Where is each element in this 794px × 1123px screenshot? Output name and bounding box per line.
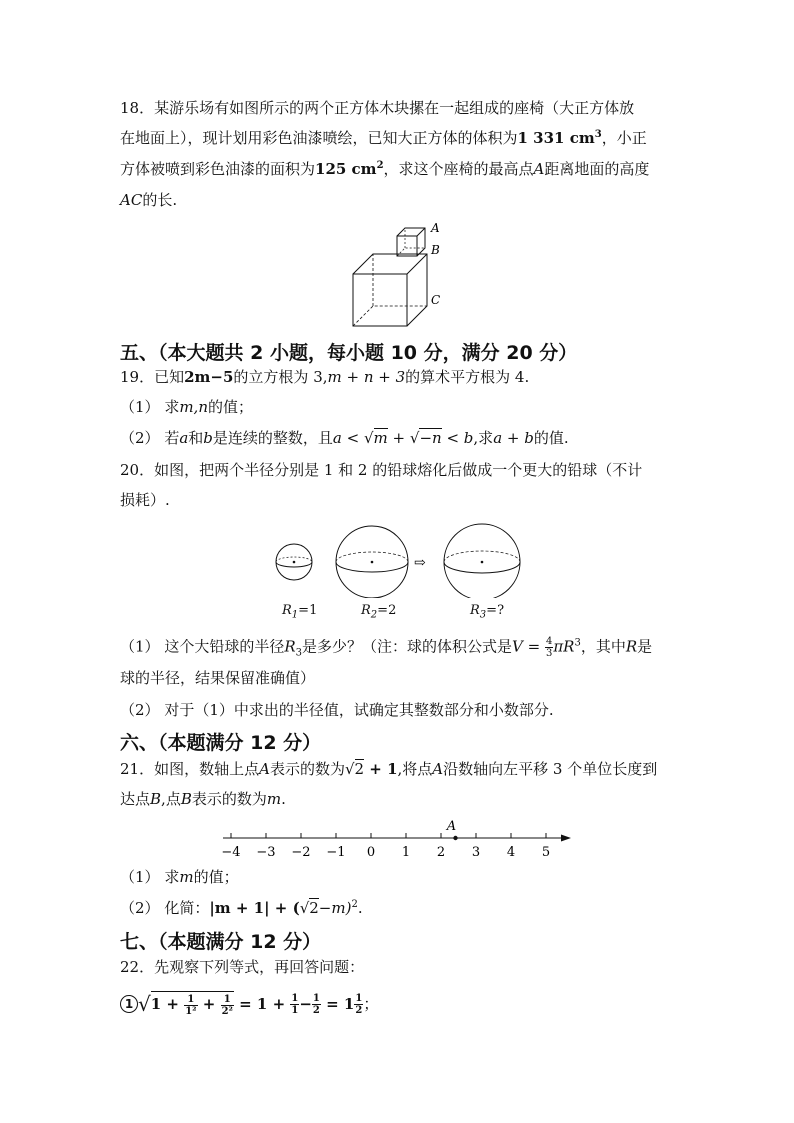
q21-line-1: 21．如图，数轴上点A表示的数为√2 + 1,将点A沿数轴向左平移 3 个单位长度到 — [120, 760, 658, 778]
q21-sqrt: 2 — [354, 760, 365, 778]
number-line-tick-label: 3 — [471, 845, 481, 860]
q22-rhs: = 1 + — [233, 995, 291, 1013]
q19-text: 的值； — [207, 398, 253, 416]
large-cube-hidden-edges — [353, 306, 427, 326]
part-number: （1） — [120, 637, 160, 656]
q21-var: B — [150, 790, 162, 808]
q22-fraction: $\frac{1}{1}$ — [291, 992, 299, 1016]
q22-fraction: $\frac{1}{2}$ — [312, 992, 320, 1016]
q21-var: B — [180, 790, 192, 808]
q21-text: 沿数轴向左平移 3 个单位长度到 — [443, 760, 658, 778]
part-number: （2） — [120, 899, 160, 917]
q21-line-2 — [120, 789, 286, 809]
q19-text: 19．已知 — [120, 368, 185, 386]
q18-line-1: 18．某游乐场有如图所示的两个正方体木块摞在一起组成的座椅（大正方体放 — [120, 99, 635, 117]
q20-var: R — [625, 637, 638, 656]
q18-text: 距离地面的高度 — [544, 160, 650, 178]
q19-inequality: < b — [441, 429, 474, 447]
part-number: （2） — [120, 429, 160, 447]
q18-volume-exp: 3 — [594, 129, 602, 140]
q19-text: 的立方根为 3, — [233, 368, 328, 386]
q20-fraction: $\frac{4}{3}$ — [545, 636, 553, 659]
q19-var-b: b — [203, 429, 213, 447]
sphere-3-equator — [444, 562, 520, 573]
q21-part-2: （2） 化简：$|m + 1| + (√2-m)^2$. — [120, 899, 363, 917]
sphere-1-center — [293, 561, 296, 564]
q21-text: 表示的数为 — [191, 790, 267, 808]
spheres-figure — [268, 520, 528, 598]
number-line-tick-label: 1 — [401, 845, 411, 860]
q21-sqrt: 2 — [309, 899, 319, 917]
q19-text: ,求 — [473, 429, 494, 447]
q22-equation-1: 1 √1 + $\frac{1}{\text{1²}}$ + $\frac{1}{\text{2²}}$ = 1 + $\frac{1}{1}$ − $\frac{1}{2}$ = 1 $\frac{1}{2}$ ； — [120, 990, 378, 1017]
equation-number: 1 — [120, 995, 138, 1013]
q21-text: 21．如图，数轴上点 — [120, 760, 260, 778]
q20-part-2 — [120, 700, 554, 720]
part-number: （1） — [120, 868, 160, 886]
q22-line-1: 22．先观察下列等式，再回答问题： — [120, 958, 365, 976]
section-6-title: 六、（本题满分 12 分） — [120, 732, 322, 754]
q21-var: m — [266, 790, 282, 808]
q20-var: R — [284, 637, 296, 656]
q18-text: 的长. — [142, 191, 178, 209]
q19-inequality: a < — [332, 429, 364, 447]
q22-text: ； — [363, 995, 379, 1013]
q18-var: AC — [120, 191, 143, 209]
q21-var: A — [432, 760, 444, 778]
q18-text: 在地面上），现计划用彩色油漆喷绘，已知大正方体的体积为 — [120, 129, 518, 147]
point-a-label: A — [446, 819, 457, 834]
q19-text: 的值. — [533, 429, 569, 447]
q19-sqrt-m: m — [373, 429, 388, 447]
q21-text: 的值； — [193, 868, 239, 886]
number-line-tick-label: 2 — [436, 845, 446, 860]
number-line-tick-label: 5 — [541, 845, 551, 860]
q20-formula: V = — [512, 637, 545, 656]
section-7-title: 七、（本题满分 12 分） — [120, 931, 322, 953]
q21-text: ,将点 — [397, 760, 433, 778]
q18-text: ，求这个座椅的最高点 — [383, 160, 534, 178]
q21-text: 化简： — [159, 899, 210, 917]
q18-area: 125 cm — [315, 160, 377, 178]
q19-expr-1: 2m−5 — [184, 368, 234, 386]
number-line-tick-label: 4 — [506, 845, 516, 860]
q19-text: 若 — [159, 429, 180, 447]
q21-part-1 — [120, 867, 239, 887]
number-line-tick-label: −4 — [221, 845, 241, 860]
q20-part-1-line-2: 球的半径，结果保留准确值） — [120, 669, 316, 687]
q18-var: A — [533, 160, 545, 178]
q19-part-1 — [120, 397, 253, 417]
q19-sqrt-neg-n: −n — [419, 429, 442, 447]
stacked-cubes-figure — [345, 220, 455, 330]
large-cube-top-edge — [407, 254, 427, 274]
sphere-3-center — [481, 561, 484, 564]
q18-text: 方体被喷到彩色油漆的面积为 — [120, 160, 316, 178]
q20-formula-exp: 3 — [574, 637, 581, 649]
q19-text: 求 — [159, 398, 180, 416]
q22-minus: − — [299, 995, 312, 1013]
q19-text: 和 — [188, 429, 204, 447]
q20-text: ，其中 — [580, 637, 626, 656]
label-b: B — [431, 243, 440, 257]
q18-area-exp: 2 — [376, 160, 384, 171]
sphere-2-equator — [336, 562, 408, 572]
q20-text: 是 — [637, 637, 653, 656]
sphere-2-equator-hidden — [336, 552, 408, 562]
q19-vars: m,n — [179, 398, 208, 416]
q20-var-sub: 3 — [295, 647, 302, 659]
q18-line-3 — [120, 159, 649, 179]
part-number: （1） — [120, 398, 160, 416]
q18-line-4 — [120, 190, 177, 210]
q21-expr: |m + 1| + ( — [209, 899, 300, 917]
sphere-2-radius-label: $R_2=2$ — [361, 603, 397, 621]
label-a: A — [431, 221, 440, 235]
q21-var: m — [179, 868, 194, 886]
number-line-arrow — [561, 835, 571, 842]
number-line-tick-label: −1 — [326, 845, 346, 860]
q20-formula: πR — [553, 637, 575, 656]
q21-text: ,点 — [161, 790, 181, 808]
sphere-1-radius-label: $R_1=1$ — [282, 603, 318, 621]
number-line — [215, 818, 580, 860]
sphere-3-equator-hidden — [444, 551, 520, 562]
q21-var: A — [259, 760, 270, 778]
arrow-icon: ⇨ — [414, 555, 426, 571]
q21-text: 表示的数为 — [269, 760, 345, 778]
q21-expr: + 1 — [364, 760, 398, 778]
point-a — [453, 836, 457, 840]
q21-text: . — [357, 899, 363, 917]
q19-var-a: a — [179, 429, 189, 447]
q21-text: . — [281, 790, 286, 808]
sphere-2-center — [371, 561, 374, 564]
q20-part-1 — [120, 636, 652, 659]
q21-text: 达点 — [120, 790, 151, 808]
number-line-tick-label: −3 — [256, 845, 276, 860]
q19-part-2: （2） 若a和b是连续的整数，且a < √m + √−n < b,求a + b的值. — [120, 429, 569, 447]
q18-text: ，小正 — [601, 129, 647, 147]
q20-text: 对于（1）中求出的半径值，试确定其整数部分和小数部分. — [159, 701, 554, 719]
q20-line-2: 损耗）. — [120, 491, 170, 509]
q19-text: 的算术平方根为 4. — [405, 368, 530, 386]
q22-fraction: $\frac{1}{2}$ — [355, 992, 363, 1016]
q19-expr-2: m + n + 3 — [327, 368, 406, 386]
part-number: （2） — [120, 701, 160, 719]
q19-plus: + — [387, 429, 410, 447]
q19-sum: a + b — [493, 429, 534, 447]
q20-line-1: 20．如图，把两个半径分别是 1 和 2 的铅球熔化后做成一个更大的铅球（不计 — [120, 461, 643, 479]
q19-text: 是连续的整数，且 — [212, 429, 333, 447]
number-line-tick-label: −2 — [291, 845, 311, 860]
q20-text: 是多少？（注：球的体积公式是 — [302, 637, 513, 656]
q21-text: 求 — [159, 868, 180, 886]
small-cube-top-edge — [417, 228, 425, 236]
q21-exp: 2 — [351, 899, 358, 910]
q19-line-1 — [120, 367, 529, 387]
section-5-title: 五、（本大题共 2 小题，每小题 10 分，满分 20 分） — [120, 342, 578, 364]
q20-text: 这个大铅球的半径 — [159, 637, 285, 656]
q22-radicand: 1 + $\frac{1}{\text{1²}}$ + $\frac{1}{\text{2²}}$ — [151, 991, 234, 1017]
sphere-3-radius-label: $R_3=$? — [470, 603, 505, 621]
q18-line-2 — [120, 128, 647, 148]
q21-expr: −m) — [318, 899, 352, 917]
number-line-tick-label: 0 — [366, 845, 376, 860]
label-c: C — [431, 293, 441, 307]
q22-rhs: = 1 — [320, 995, 355, 1013]
q18-volume: 1 331 cm — [517, 129, 595, 147]
